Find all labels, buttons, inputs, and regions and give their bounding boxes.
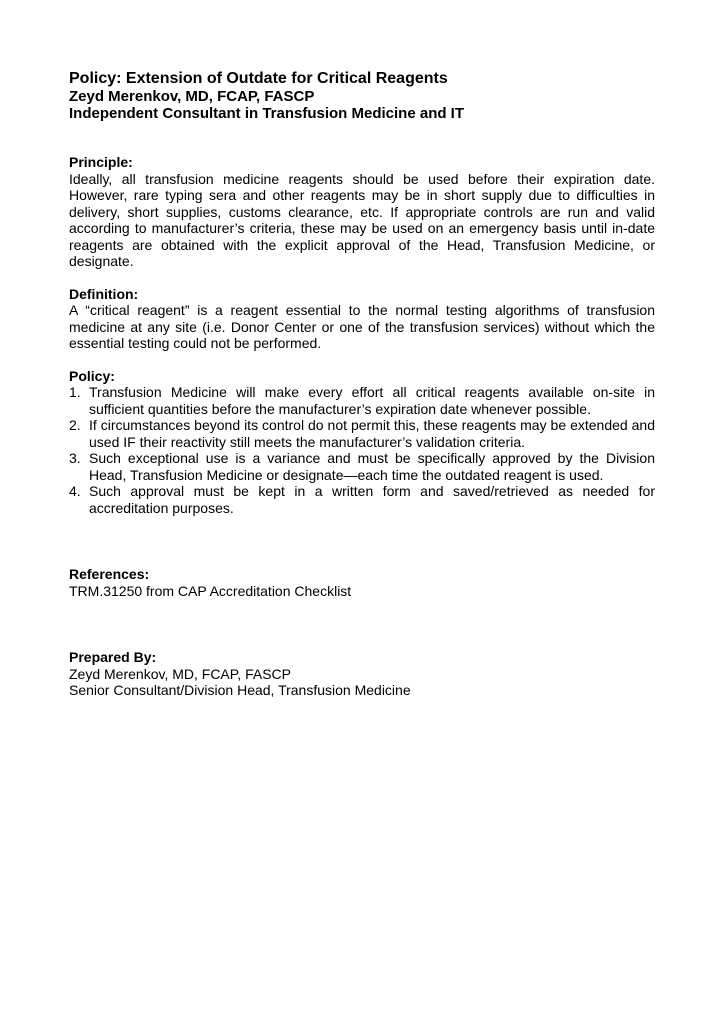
policy-item <box>69 417 655 450</box>
document-page <box>69 70 655 699</box>
definition-section <box>69 286 655 352</box>
author-name: Zeyd Merenkov, MD, FCAP, FASCP <box>69 88 315 105</box>
author-affiliation: Independent Consultant in Transfusion Medicine and IT <box>69 105 465 122</box>
document-header <box>69 70 655 122</box>
policy-list <box>69 384 655 516</box>
policy-item-text: Such exceptional use is a variance and must be specifically approved by the Division Head, Transfusion Medicine or designate—each time the outdated reagent is used. <box>89 450 655 483</box>
prepared-by-heading: Prepared By: <box>69 649 157 665</box>
principle-section <box>69 154 655 270</box>
policy-item-number: 3. <box>69 450 81 466</box>
policy-item-number: 4. <box>69 483 81 499</box>
definition-heading: Definition: <box>69 285 139 302</box>
policy-item-number: 2. <box>69 417 81 433</box>
policy-item-text: Such approval must be kept in a written form and saved/retrieved as needed for accreditation purposes. <box>89 483 655 516</box>
policy-section <box>69 368 655 517</box>
references-heading: References: <box>69 566 150 582</box>
policy-heading: Policy: <box>69 367 115 384</box>
policy-item <box>69 450 655 483</box>
references-text: TRM.31250 from CAP Accreditation Checklist <box>69 582 352 599</box>
principle-text: Ideally, all transfusion medicine reagents should be used before their expiration date. However, rare typing sera and other reagents may be in short supply due to difficulties in delivery, short supplies, customs clearance, etc. If appropriate controls are run and valid according to manufacturer’s criteria, these may be used on an emergency basis until in-date reagents are obtained with the explicit approval of the Head, Transfusion Medicine, or designate. <box>69 170 655 269</box>
definition-text: A “critical reagent” is a reagent essential to the normal testing algorithms of transfusion medicine at any site (i.e. Donor Center or one of the transfusion services) without which the essential testing could not be performed. <box>69 302 655 351</box>
preparer-role: Senior Consultant/Division Head, Transfusion Medicine <box>69 682 411 698</box>
document-title: Policy: Extension of Outdate for Critical Reagents <box>69 70 448 87</box>
references-section <box>69 566 655 599</box>
policy-item <box>69 483 655 516</box>
principle-heading: Principle: <box>69 154 133 170</box>
preparer-name: Zeyd Merenkov, MD, FCAP, FASCP <box>69 665 291 682</box>
policy-item-text: If circumstances beyond its control do not permit this, these reagents may be extended and used IF their reactivity still meets the manufacturer’s validation criteria. <box>89 417 655 450</box>
prepared-by-section <box>69 649 655 699</box>
policy-item <box>69 384 655 417</box>
policy-item-text: Transfusion Medicine will make every effort all critical reagents available on-site in sufficient quantities before the manufacturer’s expiration date whenever possible. <box>89 384 655 417</box>
policy-item-number: 1. <box>69 384 81 400</box>
